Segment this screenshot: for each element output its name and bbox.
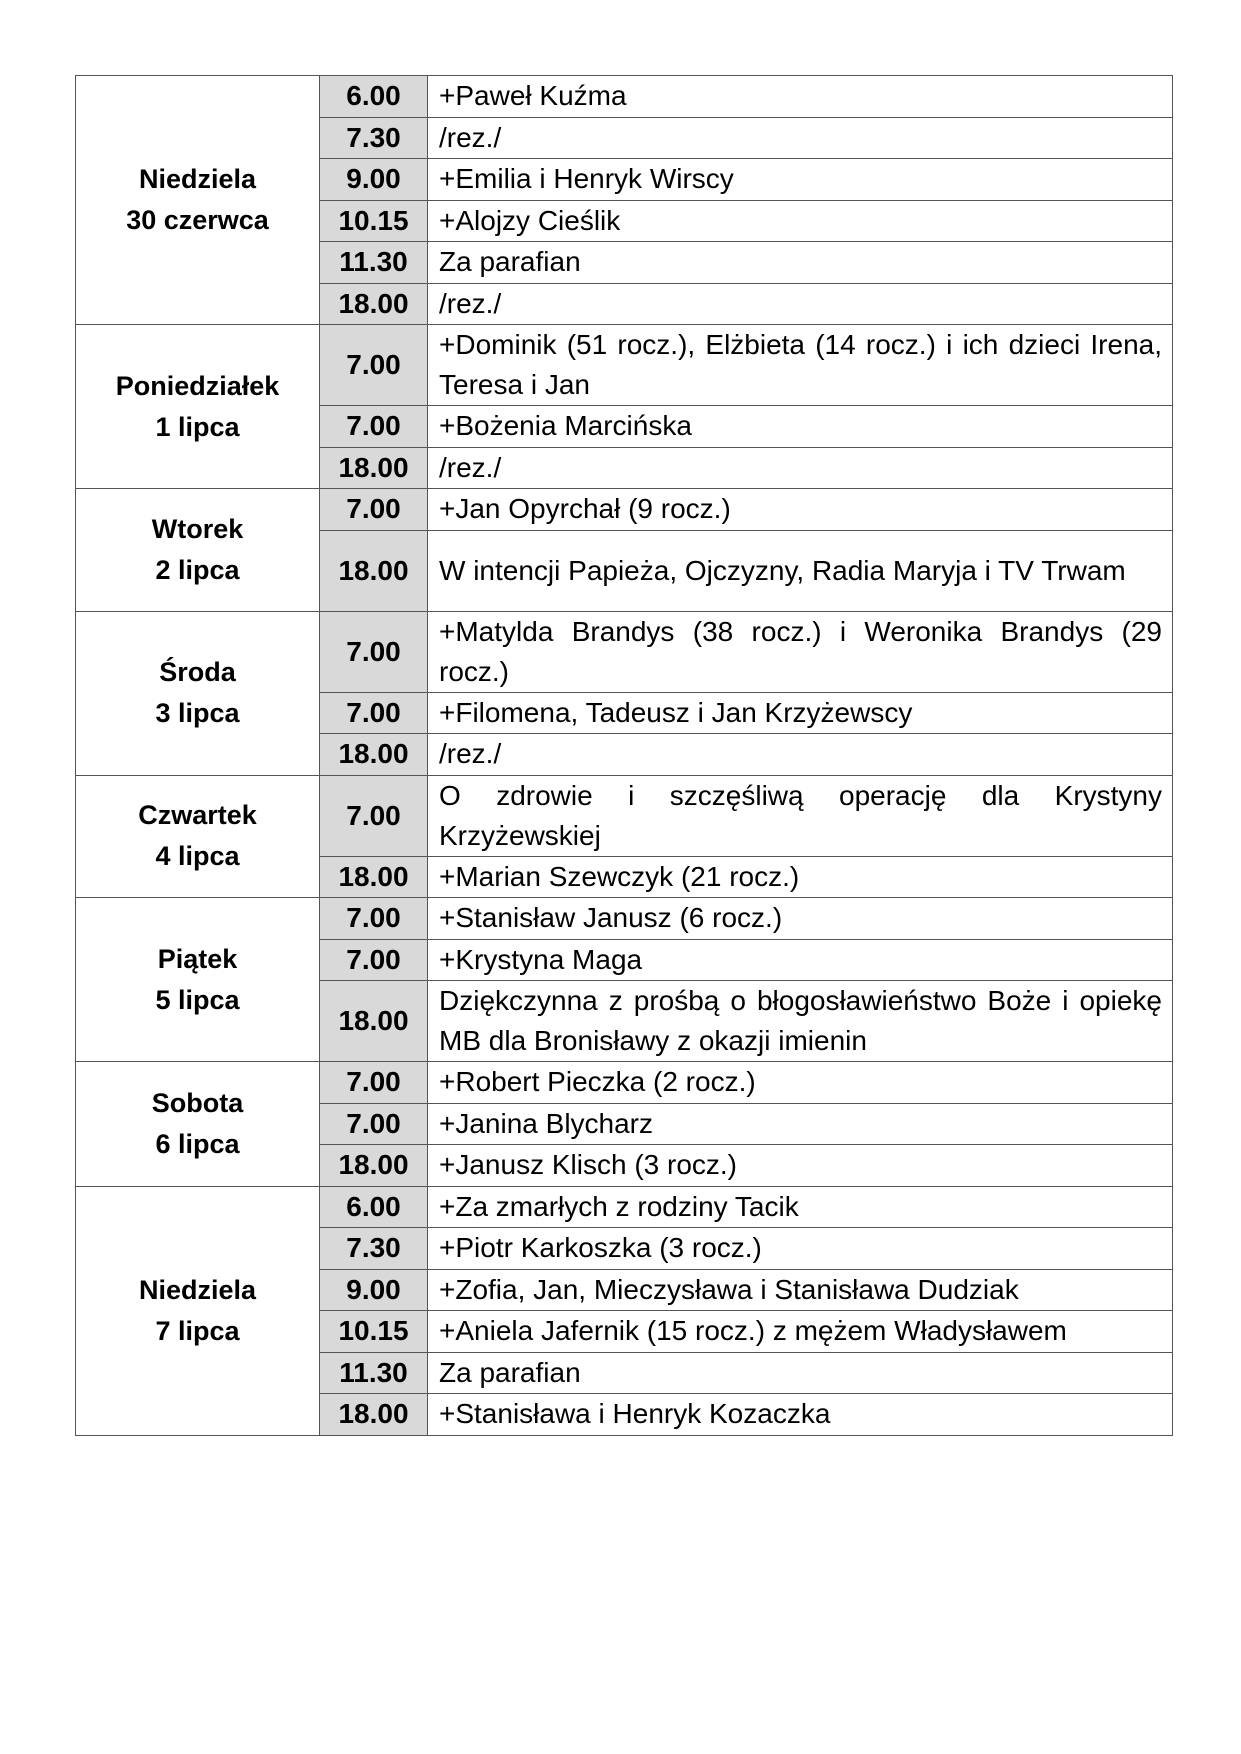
mass-time: 7.30 [320,1228,428,1270]
mass-intention: +Krystyna Maga [428,939,1173,981]
mass-row [76,76,1173,118]
day-cell [76,1186,320,1435]
mass-intentions-table [75,75,1173,1436]
day-name: Sobota [151,1087,244,1118]
mass-time: 10.15 [320,200,428,242]
day-cell [76,898,320,1062]
mass-intention: +Marian Szewczyk (21 rocz.) [428,856,1173,898]
mass-intention: /rez./ [428,117,1173,159]
mass-intention: +Stanisław Janusz (6 rocz.) [428,898,1173,940]
mass-time: 18.00 [320,1145,428,1187]
mass-intention: Za parafian [428,242,1173,284]
day-name: Poniedziałek [115,370,280,401]
mass-time: 18.00 [320,447,428,489]
mass-time: 18.00 [320,1394,428,1436]
mass-row [76,1186,1173,1228]
day-date: 7 lipca [155,1315,240,1346]
mass-time: 7.30 [320,117,428,159]
mass-intention: +Bożenia Marcińska [428,406,1173,448]
mass-intentions-body [76,76,1173,1436]
mass-time: 18.00 [320,981,428,1062]
mass-intention: +Aniela Jafernik (15 rocz.) z mężem Władysławem [428,1311,1173,1353]
mass-time: 11.30 [320,1352,428,1394]
mass-row [76,775,1173,856]
mass-time: 7.00 [320,775,428,856]
mass-intention: +Janina Blycharz [428,1103,1173,1145]
day-name: Środa [159,657,236,687]
day-date: 5 lipca [155,984,240,1015]
day-date: 6 lipca [155,1128,240,1159]
mass-intention: /rez./ [428,283,1173,325]
mass-time: 7.00 [320,406,428,448]
mass-time: 11.30 [320,242,428,284]
mass-time: 7.00 [320,939,428,981]
day-cell [76,325,320,489]
mass-intention: W intencji Papieża, Ojczyzny, Radia Maryja i TV Trwam [428,530,1173,611]
mass-intention: Za parafian [428,1352,1173,1394]
mass-intention: +Paweł Kuźma [428,76,1173,118]
day-date: 3 lipca [155,698,240,728]
mass-intention: +Jan Opyrchał (9 rocz.) [428,489,1173,531]
mass-intention: +Stanisława i Henryk Kozaczka [428,1394,1173,1436]
mass-time: 6.00 [320,76,428,118]
mass-intention: Dziękczynna z prośbą o błogosławieństwo Boże i opiekę MB dla Bronisławy z okazji imienin [428,981,1173,1062]
mass-time: 7.00 [320,489,428,531]
mass-intention: +Alojzy Cieślik [428,200,1173,242]
mass-row [76,611,1173,692]
mass-intention: +Filomena, Tadeusz i Jan Krzyżewscy [428,692,1173,734]
mass-time: 6.00 [320,1186,428,1228]
mass-time: 18.00 [320,530,428,611]
mass-time: 7.00 [320,1062,428,1104]
mass-time: 7.00 [320,692,428,734]
mass-time: 18.00 [320,856,428,898]
mass-time: 7.00 [320,325,428,406]
day-date: 30 czerwca [126,205,269,235]
day-name: Piątek [157,943,238,974]
mass-intention: +Zofia, Jan, Mieczysława i Stanisława Dudziak [428,1269,1173,1311]
day-cell [76,611,320,775]
day-cell [76,775,320,898]
day-date: 1 lipca [155,411,240,442]
mass-time: 9.00 [320,159,428,201]
mass-intention: /rez./ [428,447,1173,489]
mass-intention: +Matylda Brandys (38 rocz.) i Weronika Brandys (29 rocz.) [428,611,1173,692]
day-cell [76,489,320,612]
mass-time: 7.00 [320,898,428,940]
day-name: Czwartek [138,800,257,831]
mass-time: 7.00 [320,1103,428,1145]
mass-intention: +Piotr Karkoszka (3 rocz.) [428,1228,1173,1270]
day-date: 2 lipca [155,554,240,585]
day-name: Wtorek [151,513,244,544]
day-date: 4 lipca [155,841,240,872]
mass-intention: +Emilia i Henryk Wirscy [428,159,1173,201]
mass-time: 7.00 [320,611,428,692]
mass-row [76,489,1173,531]
mass-intention: +Robert Pieczka (2 rocz.) [428,1062,1173,1104]
day-cell [76,76,320,325]
mass-time: 9.00 [320,1269,428,1311]
mass-intention: +Janusz Klisch (3 rocz.) [428,1145,1173,1187]
mass-row [76,325,1173,406]
day-cell [76,1062,320,1187]
mass-row [76,1062,1173,1104]
day-name: Niedziela [138,164,257,194]
mass-time: 18.00 [320,734,428,776]
mass-row [76,898,1173,940]
mass-time: 10.15 [320,1311,428,1353]
mass-intention: +Za zmarłych z rodziny Tacik [428,1186,1173,1228]
mass-intention: /rez./ [428,734,1173,776]
mass-time: 18.00 [320,283,428,325]
mass-intention: O zdrowie i szczęśliwą operację dla Krystyny Krzyżewskiej [428,775,1173,856]
day-name: Niedziela [138,1274,257,1305]
mass-intention: +Dominik (51 rocz.), Elżbieta (14 rocz.) i ich dzieci Irena, Teresa i Jan [428,325,1173,406]
